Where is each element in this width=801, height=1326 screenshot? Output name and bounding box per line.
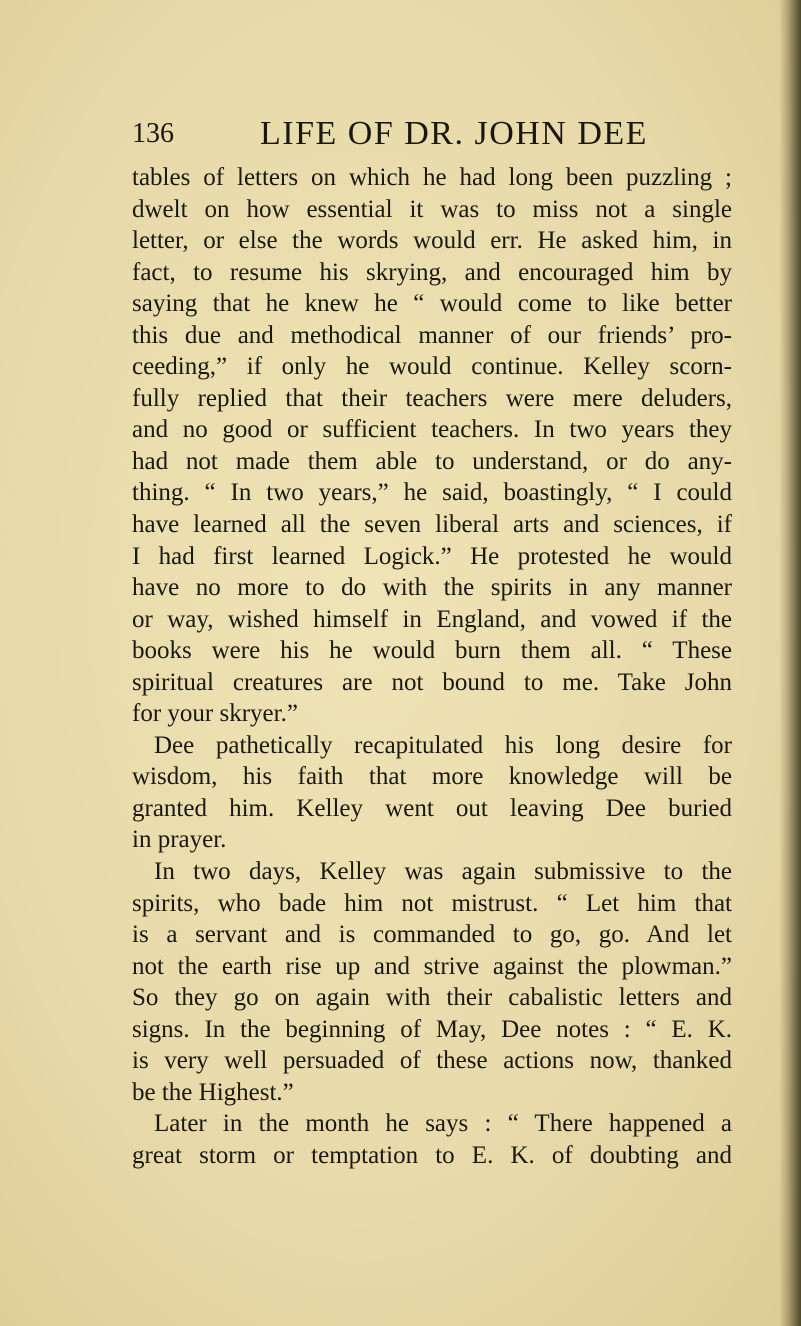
text-line: fully replied that their teachers were mere deluders, [132,384,732,412]
page-edge-shadow [779,0,801,1326]
text-line: this due and methodical manner of our friends’ pro- [132,321,732,349]
text-line: saying that he knew he “ would come to like better [132,290,732,318]
text-line: thing. “ In two years,” he said, boastingly, “ I could [132,479,732,507]
text-line: and no good or sufficient teachers. In two years they [132,416,732,444]
text-line: signs. In the beginning of May, Dee notes : “ E. K. [132,1015,732,1043]
running-title: LIFE OF DR. JOHN DEE [260,115,648,152]
text-line: books were his he would burn them all. “ These [132,637,732,665]
text-line: have learned all the seven liberal arts and sciences, if [132,511,732,539]
text-line: or way, wished himself in England, and vowed if the [132,605,732,633]
text-line: ceeding,” if only he would continue. Kelley scorn- [132,353,732,381]
text-line: in prayer. [132,826,227,854]
text-line: granted him. Kelley went out leaving Dee buried [132,794,732,822]
text-line: I had first learned Logick.” He protested he would [132,542,732,570]
page-number: 136 [132,118,174,149]
text-line: for your skryer.” [132,700,298,728]
body-text [132,162,732,1172]
text-line: So they go on again with their cabalistic letters and [132,984,732,1012]
text-line: is very well persuaded of these actions now, thanked [132,1047,732,1075]
text-line: Dee pathetically recapitulated his long desire for [154,731,732,759]
text-line: spirits, who bade him not mistrust. “ Let him that [132,889,732,917]
text-line: is a servant and is commanded to go, go. And let [132,921,732,949]
text-line: fact, to resume his skrying, and encouraged him by [132,258,732,286]
text-line: not the earth rise up and strive against the plowman.” [132,952,732,980]
text-line: dwelt on how essential it was to miss not a single [132,195,732,223]
page-header [132,112,732,156]
text-line: had not made them able to understand, or do any- [132,447,732,475]
text-line: be the Highest.” [132,1078,294,1106]
text-line: letter, or else the words would err. He asked him, in [132,227,732,255]
text-line: In two days, Kelley was again submissive to the [154,858,732,886]
text-line: spiritual creatures are not bound to me. Take John [132,668,732,696]
text-line: Later in the month he says : “ There happened a [154,1110,732,1138]
text-line: great storm or temptation to E. K. of doubting and [132,1141,732,1169]
text-line: tables of letters on which he had long been puzzling ; [132,164,732,191]
text-line: have no more to do with the spirits in any manner [132,574,732,602]
text-line: wisdom, his faith that more knowledge will be [132,763,732,791]
